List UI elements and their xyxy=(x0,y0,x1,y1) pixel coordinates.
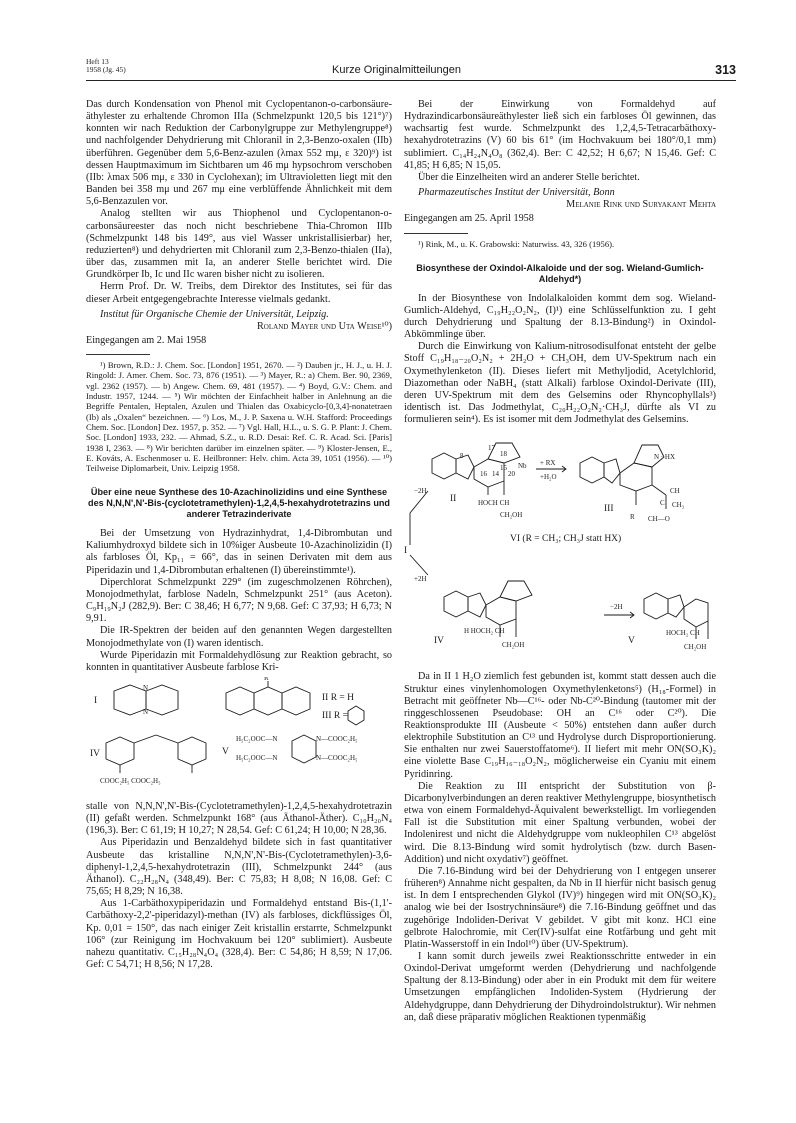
author-line: Roland Mayer und Uta Weise¹⁰) xyxy=(257,320,392,332)
ch-label: CH xyxy=(670,487,680,496)
cho-label: CH—O xyxy=(648,515,670,524)
body-paragraph: stalle von N,N,N',N'-Bis-(Cyclotetramethylen)-1,2,4,5-hexahydrotetrazin (II) gefaßt werden. Schmelzpunkt 168° (aus Äthanol-Äther). C₁₀H₂₀N₄ (196,3). Ber: C 61,19; H 10,27; N 28,54. Gef: C 61,24; H 10,00; N 28,36. xyxy=(86,800,392,837)
atom-number: 18 xyxy=(500,450,507,459)
footnote-rule xyxy=(404,233,468,234)
label-III: III R = xyxy=(322,710,348,721)
issue-number: Heft 13 xyxy=(86,57,109,66)
label-I: I xyxy=(94,695,98,706)
body-paragraph: Herrn Prof. Dr. W. Treibs, dem Direktor des Institutes, sei für das dieser Arbeit entgegengebrachte Interesse vielmals gedankt. xyxy=(86,281,392,305)
tetrazine-structures-svg xyxy=(86,677,392,795)
article-heading: Über eine neue Synthese des 10-Azachinolizidins und eine Synthese des N,N,N',N'-Bis-(cyclotetramethylen)-1,2,4,5-hexahydrotetrazins und anderer Tetrazinderivate xyxy=(88,487,390,520)
right-column xyxy=(404,99,716,1024)
references xyxy=(86,360,392,473)
body-paragraph: Die Reaktion zu III entspricht der Substitution von β-Dicarbonylverbindungen an deren reaktiver Methylengruppe, biosynthetisch etwa von einem Formaldehyd-Äquivalent bewerkstelligt. Im vorliegenden Fall ist die Substitution mit einer Spaltung verbunden, wobei der Indolenirest und nicht die Aldehydgruppe vom nukleophilen C¹³ abgelöst wird. Die 8.13-Bindung wird somit hydrolytisch (bzw. durch Basen-Addition) und nicht oxydativ⁷) geöffnet. xyxy=(404,780,716,865)
n-hx-label: N · HX xyxy=(654,453,675,462)
body-paragraph: Durch die Einwirkung von Kalium-nitrosodisulfonat entsteht der gelbe Stoff C₁₉H₁₈₋₂₀O₂N₂ + 2H₂O + CH₃OH, dem UV-Spektrum nach ein Oxymethylenketon (II). Dieses liefert mit Methyljodid, Acetylchlorid, Diazomethan oder NaBH₄ (statt Alkali) farblose Oxindol-Derivate (III), deren UV-Spektrum mit dem des Gelsemins oder Rhyncophyllals³) identisch ist. Das Jodmethylat, C₂₀H₂₂O₂N₂·CH₃J, dürfte als VI zu formulieren sein⁴). Es ist isomer mit dem Jodmethylat des Gelsemins. xyxy=(404,341,716,426)
tetrazine-structures-figure xyxy=(86,677,392,795)
body-paragraph: Die 7.16-Bindung wird bei der Dehydrierung von I entgegen unserer früheren⁸) Annahme nicht gespalten, da Nb in II hierfür nicht basisch genug ist. In dem I entsprechenden Glykol (IV)⁹) hingegen wird mit ON(SO₃K)₂ analog wie bei der Isostrychninsäure⁸) die 7.16-Bindung geöffnet und das zugehörige Indoliden-Derivat V gebildet. V gibt mit konz. HCl eine gelbrote Halochromie, mit Cer(IV)-sulfat eine Rotfärbung und geht mit Platin-Wasserstoff in ein Indol¹⁰) über (UV-Spektrum). xyxy=(404,865,716,950)
c-label: C xyxy=(660,499,665,508)
label-V: V xyxy=(628,636,635,647)
header-rule xyxy=(86,80,736,81)
page-number: 313 xyxy=(715,63,736,77)
ester-top-left: H₅C₂OOC—N xyxy=(236,734,278,743)
ch3-label: CH₃ xyxy=(672,501,685,510)
alkaloid-scheme-figure xyxy=(404,429,716,665)
body-paragraph: Die IR-Spektren der beiden auf den genannten Wegen dargestellten Monojodmethylate von (I) waren identisch. xyxy=(86,625,392,649)
body-paragraph: Diperchlorat Schmelzpunkt 229° (im zugeschmolzenen Röhrchen), Monojodmethylat, farblose Nadeln, Schmelzpunkt 251° (aus Aceton). C₉H₁₉N₂J (282,9). Ber: C 38,46; H 6,77; N 9,68. Gef: C 37,93; H 6,73; N 9,91. xyxy=(86,576,392,625)
author-line: Melanie Rink und Suryakant Mehta xyxy=(566,199,716,211)
reagent-rx: + RX xyxy=(540,459,556,468)
body-paragraph: I kann somit durch jeweils zwei Reaktionsschritte entweder in ein Oxindol-Derivat umgeformt werden (Dehydrierung und nachfolgende Spaltung der 8.13-Bindung) oder aber in ein Produkt mit dem für weitere Umsetzungen empfänglichen Indoliden-System (Hydrierung der Aldehydgruppe, dann Dehydrierung der Dihydroindolstruktur). Wir nehmen an, daß diese präparativ möglichen Reaktionen typenmäßig xyxy=(404,950,716,1023)
atom-number: 17 xyxy=(488,444,495,453)
label-VI: VI (R = CH₃; CH₃J statt HX) xyxy=(510,534,622,545)
ch2oh-b-label: CH₂OH xyxy=(684,643,707,652)
alkaloid-scheme-svg xyxy=(404,429,716,665)
body-paragraph: Das durch Kondensation von Phenol mit Cyclopentanon-o-carbonsäure-äthylester zu erhaltende Chromon IIIa (Schmelzpunkt 120,5 bis 121°)⁷) konnten wir nach Reduktion der Carbonylgruppe zur Methylengruppe⁸) und nachfolgender Dehydrierung mit Chloranil in 2,3-Benzo-oxalen (IIb) überführen. Gegenüber dem 5,6-Benz-azulen (λmax 552 mμ, ε 320)⁹) ist dessen Hauptmaximum im Sichtbaren um 46 mμ hypsochrom verschoben (IIb: λmax 506 mμ, ε 330 in Cyclohexan); im Ultravioletten liegt mit den Banden bei 358 mμ und 267 mμ eine verblüffende Ähnlichkeit mit dem 5,6-Benzazulen vor. xyxy=(86,99,392,208)
footnote-rule xyxy=(86,354,150,355)
body-paragraph: Analog stellten wir aus Thiophenol und Cyclopentanon-o-carbonsäureester das noch nicht beschriebene Thia-Chromon IIIb (Schmelzpunkt 148 bis 149°, aus viel Wasser unkristallisierbar) her, reduzierten⁸) und dehydrierten mit Chloranil zum 2,3-Benzo-thialen (IIa), über das, zusammen mit Ia, an anderer Stelle berichtet wird. Die Grundkörper Ib, Ic und IIc waren bisher nicht zu isolieren. xyxy=(86,208,392,281)
institute-line: Institut für Organische Chemie der Universität, Leipzig. xyxy=(100,308,329,320)
atom-number: 14 xyxy=(492,470,499,479)
body-paragraph: Da in II 1 H₂O ziemlich fest gebunden ist, kommt statt dessen auch die Struktur eines vinylenhomologen Oxymethylenketons⁵) (H₁₈-Formel) in Betracht mit geöffneter Nb—C¹⁶- oder Nb-C²⁰-Bindung (tautomer mit der ringgeschlossenen Pseudobase: OH an C¹⁶ oder C²⁰). Die Reaktionsprodukte III (Ausbeute < 50%) entstehen dann außer durch elektrophile Substitution an C¹³ und Hydrolyse durch Disproportionierung. Sie enthalten nur zwei Sauerstoffatome⁶). II liefert mit mehr ON(SO₃K)₂ eine violette Base C₁₉H₁₆₋₁₈O₂N₂, möglicherweise ein Cyaniu mit einem Pyridinring. xyxy=(404,671,716,780)
n-atom: N xyxy=(143,683,149,692)
body-paragraph: Aus Piperidazin und Benzaldehyd bildete sich in fast quantitativer Ausbeute das kristalline N,N,N',N'-Bis-(Cyclotetramethylen)-3,6-diphenyl-1,2,4,5-hexahydrotetrazin (III), Schmelzpunkt 244° (aus Äthanol). C₂₂H₂₈N₄ (348,49). Ber: C 75,83; H 8,08; N 16,08. Gef: C 75,65; H 8,29; N 16,38. xyxy=(86,837,392,898)
body-paragraph: Bei der Umsetzung von Hydrazinhydrat, 1,4-Dibrombutan und Kaliumhydroxyd bildete sich in 10%iger Ausbeute 10-Azachinolizidin (I) als farbloses Öl, Kp₁₁ = 66°, das in seinen Derivaten mit dem aus Piperidazin und 1,4-Dibrombutan erhaltenen (I) übereinstimmte¹). xyxy=(86,528,392,576)
page-header xyxy=(86,58,736,80)
left-column xyxy=(86,99,392,971)
body-paragraph: Wurde Piperidazin mit Formaldehydlösung zur Reaktion gebracht, so konnten in quantitativer Ausbeute farblose Kri- xyxy=(86,649,392,673)
section-title: Kurze Originalmitteilungen xyxy=(332,64,462,76)
references xyxy=(404,239,716,249)
institute-line: Pharmazeutisches Institut der Universität, Bonn xyxy=(418,187,615,199)
step-minus-2h: −2H xyxy=(414,487,427,496)
atom-number: 16 xyxy=(480,470,487,479)
label-III: III xyxy=(604,504,614,515)
atom-number: 8 xyxy=(460,452,464,461)
label-II: II R = H xyxy=(322,692,355,703)
reference-list: ¹) Brown, R.D.: J. Chem. Soc. [London] 1951, 2670. — ²) Dauben jr., H. J., u. H. J. Ringold: J. Amer. Chem. Soc. 73, 876 (1951). — ³) Mayer, R.: a) Chem. Ber. 90, 2369, vgl. 2362 (1957). — b) Angew. Chem. 69, 481 (1957). — ⁴) Boyd, G.V.: Chem. and Industr. 1957, 1244. — ⁵) Wir möchten der Einfachheit halber in Anlehnung an die Begriffe Pentalen, Heptalen, Azulen und Thialen das Oxabicyclo-[0,3,4]-nonatetraen (Ib) als „Oxalen“ bezeichnen. — ⁶) Los, M., J. P. Saxena u. W.H. Stafford: Proceedings Chem. Soc. [London] Dez. 1957, p. 352. — ⁷) Vgl. Hall, H.L., u. S. G. P. Plant: J. Chem. Soc. [London] 1933, 232. — Ahmad, S.Z., u. R.D. Desai: Ref. C. R. Acad. Sci. [Paris] 1938 I, 2363. — ⁸) Wir berichten darüber im einzelnen später. — ⁹) Kloster-Jensen, E., E. Kováts, A. Eschenmoser u. E. Heilbronner: Helv. chim. Acta 39, 1051 (1956). — ¹⁰) Teilweise Diplomarbeit, Univ. Leipzig 1958. xyxy=(86,360,392,474)
r-label: R xyxy=(630,513,635,522)
issue-year: 1958 (Jg. 45) xyxy=(86,65,126,74)
body-paragraph: In der Biosynthese von Indolalkaloiden kommt dem sog. Wieland-Gumlich-Aldehyd, C₁₉H₂₂O₂N₂, (I)¹) eine Schlüsselfunktion zu. I geht durch Dehydrierung und Spaltung der 8.13-Bindung²) in Oxindol-Abkömmlinge über. xyxy=(404,292,716,341)
step-minus-2h-b: −2H xyxy=(610,603,623,612)
label-IV: IV xyxy=(434,636,445,647)
label-IV: IV xyxy=(90,748,101,759)
body-paragraph: Aus 1-Carbäthoxypiperidazin und Formaldehyd entstand Bis-(1,1'-Carbäthoxy-2,2'-piperidazyl)-methan (IV) als farbloses, dickflüssiges Öl, Kp. 0,01 = 150°, das nach einiger Zeit kristallin erstarrte, Schmelzpunkt 106° (zur Reinigung im Hochvakuum bei 120° sublimiert). Ausbeute nahezu quantitativ. C₁₅H₂₈N₄O₄ (328,4). Ber: C 54,86; H 8,59; N 17,06. Gef: C 54,71; H 8,56; N 17,28. xyxy=(86,898,392,971)
body-paragraph: Über die Einzelheiten wird an anderer Stelle berichtet. xyxy=(418,171,640,183)
issue-info xyxy=(86,58,126,74)
article-heading: Biosynthese der Oxindol-Alkaloide und der sog. Wieland-Gumlich-Aldehyd*) xyxy=(416,262,704,284)
reagent-h2o: +H₂O xyxy=(540,473,557,482)
step-plus-2h: +2H xyxy=(414,575,427,584)
ch2oh-label: CH₂OH xyxy=(500,511,523,520)
label-I: I xyxy=(404,546,408,557)
ester-bottom-right: N—COOC₂H₅ xyxy=(316,753,358,762)
n-atom: N xyxy=(143,707,149,716)
atom-number: 15 xyxy=(500,464,507,473)
label-R: R xyxy=(264,676,269,682)
hoch2-label: HOCH₂ CH xyxy=(666,629,700,638)
reference-item: ¹) Rink, M., u. K. Grabowski: Naturwiss. 43, 326 (1956). xyxy=(418,238,615,249)
atom-nb: Nb xyxy=(518,462,527,471)
label-II: II xyxy=(450,494,457,505)
ch2oh-label: CH₂OH xyxy=(502,641,525,650)
label-V: V xyxy=(222,746,229,757)
hoch-label: HOCH CH xyxy=(478,499,510,508)
atom-number: 20 xyxy=(508,470,515,479)
ester-label-iv: COOC₂H₅ COOC₂H₅ xyxy=(100,776,161,785)
h-hoch2-label: H HOCH₂ CH xyxy=(464,627,505,636)
ester-bottom-left: H₅C₂OOC—N xyxy=(236,753,278,762)
ester-top-right: N—COOC₂H₅ xyxy=(316,734,358,743)
received-date: Eingegangen am 2. Mai 1958 xyxy=(86,334,207,346)
received-date: Eingegangen am 25. April 1958 xyxy=(404,213,534,225)
body-paragraph: Bei der Einwirkung von Formaldehyd auf Hydrazindicarbonsäureäthylester ließ sich ein farbloses Öl gewinnen, das wachsartig fest wurde. Schmelzpunkt des 1,2,4,5-Tetracarbäthoxy-hexahydrotetrazins (V) 60 bis 61° (im Hochvakuum bei 180°/0,1 mm) sublimiert. C₁₄H₂₄N₄O₈ (362,4). Ber: C 42,52; H 6,67; N 15,46. Gef: C 41,85; H 6,85; N 15,05. xyxy=(404,99,716,171)
